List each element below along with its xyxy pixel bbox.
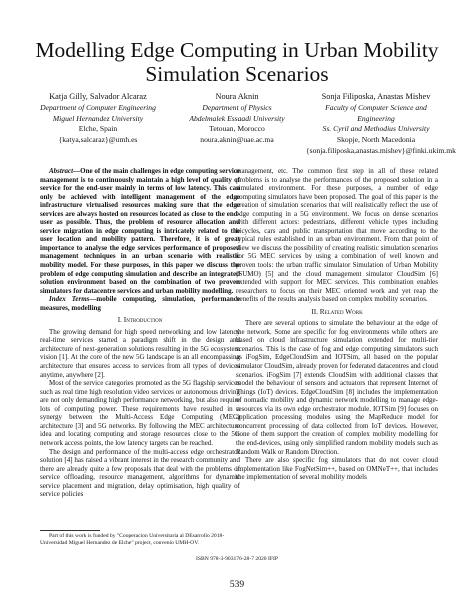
index-terms (40, 295, 240, 312)
author-names: Katja Gilly, Salvador Alcaraz (49, 92, 147, 101)
author-department: Department of Physics (202, 102, 272, 112)
author-university: Ss. Cyril and Methodius University (322, 124, 430, 134)
author-location: Elche, Spain (78, 124, 118, 134)
abstract-text: —One of the main challenges in edge computing service management is to continuously maintain a high level of quality of service for the end-user mainly in terms of low latency. This can only be achieved with intelligent management of the edge infrastructure virtualised resources making sure that the edge services are always hosted on resources located as close to the end-user as possible. Thus, the problem of resource allocation and service migration in edge computing is intricately related to the user location and mobility pattern. Therefore, it is of great importance to analyse the edge services performance of proposed management techniques in an urban scenario with realistic mobility model. For these purposes, in this paper we discuss the problem of edge computing simulation and describe an integrated solution environment based on the combination of two proven simulators for datacentre services and urban mobility modelling. (40, 167, 240, 295)
title-line-1: Modelling Edge Computing in Urban Mobility (35, 38, 439, 62)
author-university: Abdelmalek Essaadi University (189, 113, 285, 123)
isbn-line: ISBN 978-3-903176-28-7 2020 IFIP (196, 556, 278, 562)
author-block-1 (34, 92, 162, 146)
related-paragraph-2: There are also specific fog simulators that do not cover cloud implementation like FogNetSim++, based on OMNeT++, that includes the implementation of several mobility models (236, 456, 438, 482)
footnote-rule (40, 530, 100, 531)
author-block-2 (168, 92, 306, 146)
funding-footnote (40, 530, 240, 547)
index-terms-label: Index Terms (49, 295, 90, 304)
right-paragraph-1: management, etc. The common first step in all of these related problems is to analyse the performances of the proposed solution in a simulated environment. For these purposes, a number of edge computing simulators have been proposed. The goal of this paper is the creation of simulation scenarios that will realistically reflect the use of edge computing in a 5G environment. We focus on dense scenarios with different actors: pedestrians, different vehicle types including bicycles, cars and public transportation that move according to the typical rules established in an urban environment. From that point of view we discuss the possibility of creating realistic simulation scenarios for 5G MEC services by using a combination of well known and proven tools: the urban traffic simulator Simulation of Urban Mobility (SUMO) [5] and the cloud management simulator CloudSim [6] extended with support for MEC services. This combination enables researchers to focus on their MEC oriented work and yet reap the benefits of the results analysis based on complex mobility scenarios. (236, 167, 438, 304)
author-names: Sonja Filiposka, Anastas Mishev (321, 92, 431, 101)
author-department: Department of Computer Engineering (40, 102, 156, 112)
author-location: Skopje, North Macedonia (336, 135, 416, 145)
author-department: Faculty of Computer Science and Engineering (325, 102, 427, 123)
intro-paragraph-1: The growing demand for high speed networking and low latency real-time services started a paradigm shift in the design and architecture of next-generation solutions resulting in the 5G ecosystem vision [1]. At the core of the new 5G landscape is an all encompassing architecture that ensures access to services from all types of devices anytime, anywhere [2]. (40, 327, 240, 379)
title-line-2: Simulation Scenarios (145, 62, 329, 86)
footnote-text: Part of this work is funded by "Cooperacion Universitaria al DEsarrollo 2018-Universidad Miguel Hernandez de Elche" project, convenio UMH-OV. (40, 533, 225, 546)
author-email: {katya,salcaraz}@umh.es (58, 135, 138, 145)
author-names: Noura Aknin (215, 92, 259, 101)
author-block-3 (306, 92, 456, 157)
related-paragraph-1: There are several options to simulate the behaviour at the edge of the network. Some are specific for fog environments while others are based on cloud infrastructure simulation extended for multi-tier scenarios. This is the case of fog and edge computing simulators such as iFogSim, EdgeCloudSim and IOTSim, all based on the popular simulator CloudSim, already proven for federated datacentres and cloud scenarios. iFogSim [7] extends CloudSim with additional classes that model the behaviour of sensors and actuators that represent Internet of Things (IoT) devices. EdgeCloudSim [8] includes the implementation of nomadic mobility and dynamic network modelling to manage edge-resources via its own edge orchestrator module. IOTSim [9] focuses on application processing modules using the MapReduce model for concurrent processing of data collected from IoT devices. However, none of them support the creation of complex mobility modelling for the end-devices, using only simplified random mobility models such as Random Walk or Random Direction. (236, 319, 438, 456)
section-heading-introduction: I. Introduction (117, 315, 163, 325)
abstract-label: Abstract (49, 167, 74, 175)
intro-paragraph-3: The design and performance of the multi-access edge orchestrator solution [4] has raised a vibrant interest in the research community and there are already quite a few proposals that deal with the problems of service offloading, resource management, algorithms for dynamic service placement and migration, delay optimisation, high quality of service policies (40, 447, 240, 499)
author-university: Miguel Hernandez University (52, 113, 144, 123)
section-heading-related-work: II. Related Work (311, 306, 363, 316)
right-column (236, 167, 438, 482)
author-email: {sonja.filiposka,anastas.mishev}@finki.ukim.mk (306, 145, 456, 155)
author-email: noura.aknin@uae.ac.ma (200, 135, 274, 145)
index-terms-text: —mobile computing, simulation, performance measures, modelling (40, 295, 241, 312)
author-location: Tetouan, Morocco (209, 124, 265, 134)
page-number: 539 (229, 580, 245, 590)
abstract (40, 167, 240, 295)
intro-paragraph-2: Most of the service categories promoted as the 5G flagship services such as real time high resolution video services or autonomous driving are not only demanding high performance networking, but also require lots of computing power. These requirements have resulted in a synergy between the Multi-Access Edge Computing (MEC) architecture [3] and 5G networks. By following the MEC architecture idea and locating computing and storage resources close to the 5G network access points, the low latency targets can be reached. (40, 379, 240, 447)
left-column (40, 167, 240, 499)
paper-title (20, 38, 454, 86)
